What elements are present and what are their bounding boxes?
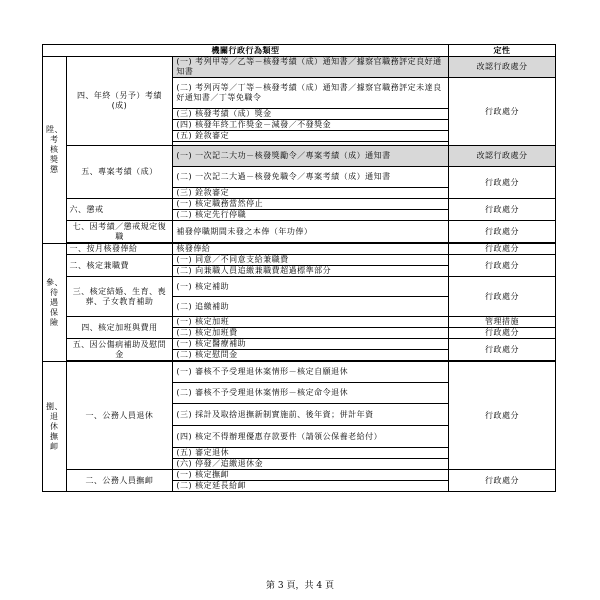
nature-cell: 行政處分 [449,339,556,361]
item-cell: (四) 核發年終工作獎金－減發／不發獎金 [173,120,449,131]
nature-cell: 行政處分 [449,221,556,243]
item-cell: (三) 銓敘審定 [173,188,449,199]
group-label: 三、核定結婚、生育、喪葬、子女教育補助 [66,277,173,317]
header-type: 機關行政行為類型 [43,45,449,57]
nature-cell: 行政處分 [449,78,556,146]
group-label: 四、年終（另予）考績(成) [66,57,173,146]
nature-cell: 行政處分 [449,362,556,470]
nature-cell: 改認行政處分 [449,57,556,78]
item-cell: (一) 核定撫卹 [173,470,449,481]
page-footer: 第 3 頁，共 4 頁 [266,581,334,591]
item-cell: (一) 一次記二大功－核發獎勵令／專案考績（成）通知書 [173,146,449,167]
item-cell: (四) 核定不得辦理優惠存款要件（請領公保養老給付） [173,426,449,448]
item-cell: (五) 審定退休 [173,448,449,459]
group-label: 五、專案考績（成） [66,146,173,199]
item-cell: (二) 一次記二大過－核發免職令／專案考績（成）通知書 [173,167,449,188]
item-cell: (一) 考列甲等／乙等－核發考績（成）通知書／據察官職務評定良好通知書 [173,57,449,78]
nature-cell: 管理措施 [449,317,556,328]
nature-cell: 行政處分 [449,470,556,492]
category-cell: 陞、考核獎懲 [43,57,67,244]
group-label: 一、公務人員退休 [66,362,173,470]
item-cell: (一) 核定職務當然停止 [173,199,449,210]
nature-cell: 行政處分 [449,199,556,221]
item-cell: 核發俸給 [173,244,449,255]
nature-cell: 行政處分 [449,328,556,339]
item-cell: (二) 向兼職人員追繳兼職費超過標準部分 [173,266,449,277]
item-cell: (二) 核定延長給卹 [173,481,449,492]
table-row [43,317,556,328]
category-cell: 參、待遇保險 [43,244,67,362]
header-nature: 定性 [449,45,556,57]
item-cell: 補發停職期間未發之本俸（年功俸） [173,221,449,243]
item-cell: (一) 審核不予受理退休案情形－核定自願退休 [173,362,449,383]
table-row [43,339,556,350]
item-cell: (二) 審核不予受理退休案情形－核定命令退休 [173,383,449,404]
category-cell: 捌、退休撫卹 [43,362,67,492]
item-cell: (一) 核定醫療補助 [173,339,449,350]
group-label: 四、核定加班與費用 [66,317,173,339]
table-row [43,362,556,383]
table-row [43,277,556,297]
nature-cell: 行政處分 [449,244,556,255]
item-cell: (一) 核定補助 [173,277,449,297]
action-type-table [42,44,556,492]
group-label: 五、因公傷病補助及慰問金 [66,339,173,361]
table-row [43,146,556,167]
item-cell: (六) 停發／追繳退休金 [173,459,449,470]
table-row [43,199,556,210]
group-label: 七、因考績／懲戒規定復職 [66,221,173,243]
table-header-row [43,45,556,57]
table-row [43,255,556,266]
table-row [43,470,556,481]
table-row [43,244,556,255]
item-cell: (三) 核發考績（成）獎金 [173,109,449,120]
group-label: 二、公務人員撫卹 [66,470,173,492]
item-cell: (三) 採計及取捨退撫新制實施前、後年資；併計年資 [173,404,449,426]
group-label: 一、按月核發俸給 [66,244,173,255]
nature-cell: 行政處分 [449,167,556,199]
table-row [43,57,556,78]
nature-cell: 改認行政處分 [449,146,556,167]
group-label: 二、核定兼職費 [66,255,173,277]
item-cell: (二) 核定加班費 [173,328,449,339]
nature-cell: 行政處分 [449,277,556,317]
item-cell: (五) 銓敘審定 [173,131,449,142]
item-cell: (二) 核定慰問金 [173,350,449,361]
item-cell: (二) 考列丙等／丁等－核發考績（成）通知書／據察官職務評定未達良好通知書／丁等免職令 [173,78,449,109]
table-row [43,221,556,243]
nature-cell: 行政處分 [449,255,556,277]
item-cell: (二) 追繳補助 [173,297,449,317]
group-label: 六、懲戒 [66,199,173,221]
item-cell: (一) 同意／不同意支給兼職費 [173,255,449,266]
item-cell: (二) 核定先行停職 [173,210,449,221]
item-cell: (一) 核定加班 [173,317,449,328]
